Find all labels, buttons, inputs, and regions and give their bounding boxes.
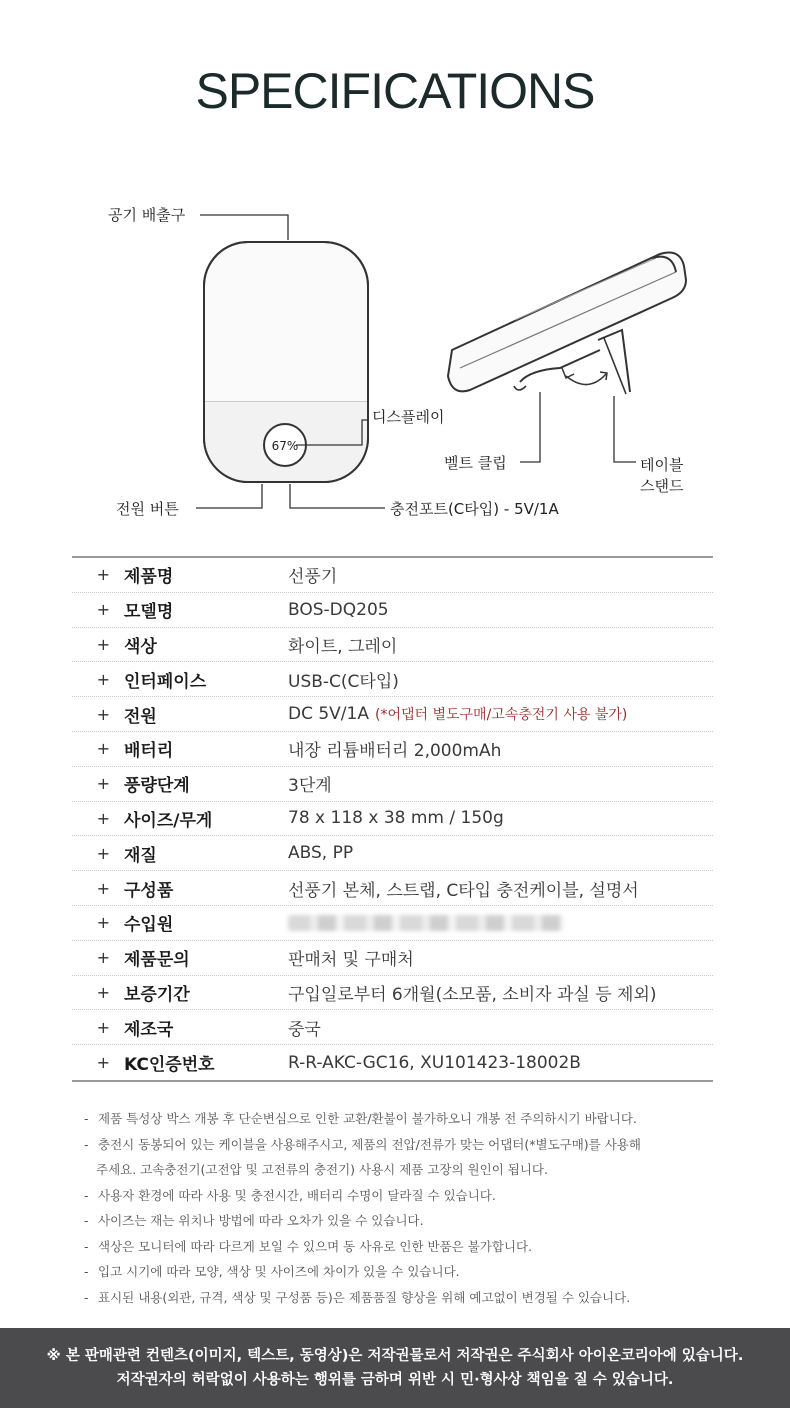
spec-row-power — [72, 697, 713, 732]
label-table-stand — [640, 454, 683, 496]
plus-icon: + — [96, 634, 110, 654]
spec-value: 화이트, 그레이 — [288, 636, 398, 657]
spec-row-battery — [72, 732, 713, 767]
notice-item — [84, 1132, 744, 1158]
spec-row-interface — [72, 662, 713, 697]
plus-icon: + — [96, 1053, 110, 1073]
spec-value: BOS-DQ205 — [288, 599, 389, 620]
spec-row-kc-cert — [72, 1045, 713, 1080]
leader-table-stand — [614, 396, 636, 462]
product-diagram — [0, 180, 790, 540]
spec-value: 구입일로부터 6개월(소모품, 소비자 과실 등 제외) — [288, 984, 657, 1005]
label-belt-clip: 벨트 클립 — [444, 454, 507, 472]
spec-value: 내장 리튬배터리 2,000mAh — [288, 741, 502, 762]
notice-list — [84, 1106, 744, 1310]
label-table-stand-line2: 스탠드 — [640, 477, 684, 495]
plus-icon: + — [96, 704, 110, 724]
dash-bullet: - — [84, 1238, 89, 1254]
dash-bullet: - — [84, 1289, 89, 1305]
notice-item — [84, 1285, 744, 1311]
copyright-line-2: 저작권자의 허락없이 사용하는 행위를 금하며 위반 시 민·형사상 책임을 질 수 있습니다. — [116, 1372, 674, 1388]
leader-power-button — [196, 484, 262, 508]
plus-icon: + — [96, 669, 110, 689]
dash-bullet: - — [84, 1213, 89, 1228]
notice-item-continued — [84, 1157, 744, 1183]
spec-key: 전원 — [124, 706, 157, 727]
plus-icon: + — [96, 948, 110, 968]
plus-icon: + — [96, 843, 110, 863]
spec-value: USB-C(C타입) — [288, 671, 399, 692]
plus-icon: + — [96, 808, 110, 828]
spec-row-inquiry — [72, 941, 713, 976]
spec-row-wind-levels — [72, 767, 713, 802]
dash-bullet: - — [84, 1136, 89, 1152]
notice-item — [84, 1259, 744, 1285]
spec-value: 중국 — [288, 1019, 321, 1040]
notice-text: 입고 시기에 따라 모양, 색상 및 사이즈에 차이가 있을 수 있습니다. — [98, 1264, 460, 1279]
notice-text: 표시된 내용(외관, 규격, 색상 및 구성품 등)은 제품품질 향상을 위해 예고없이 변경될 수 있습니다. — [98, 1289, 631, 1305]
notice-item — [84, 1208, 744, 1234]
notice-item — [84, 1234, 744, 1260]
plus-icon: + — [96, 913, 110, 933]
label-charge-port: 충전포트(C타입) - 5V/1A — [390, 500, 559, 518]
notice-text: 충전시 동봉되어 있는 케이블을 사용해주시고, 제품의 전압/전류가 맞는 어댑터(*별도구매)를 사용해 — [98, 1136, 641, 1152]
spec-value: R-R-AKC-GC16, XU101423-18002B — [288, 1052, 581, 1073]
copyright-banner — [0, 1328, 790, 1408]
notice-text: 사용자 환경에 따라 사용 및 충전시간, 배터리 수명이 달라질 수 있습니다. — [98, 1187, 496, 1203]
spec-value: 3단계 — [288, 776, 332, 797]
spec-key: 사이즈/무게 — [124, 810, 213, 831]
spec-row-color — [72, 628, 713, 663]
leader-charge-port — [290, 484, 385, 508]
spec-row-importer — [72, 906, 713, 941]
notice-item — [84, 1106, 744, 1132]
spec-value-note: (*어댑터 별도구매/고속충전기 사용 불가) — [374, 707, 628, 724]
spec-value-main: DC 5V/1A — [288, 704, 369, 725]
plus-icon: + — [96, 1017, 110, 1037]
spec-key: 모델명 — [124, 602, 174, 623]
spec-row-material — [72, 836, 713, 871]
plus-icon: + — [96, 565, 110, 585]
spec-table — [72, 556, 713, 1082]
dash-bullet: - — [84, 1264, 89, 1279]
display-value: 67% — [271, 439, 299, 453]
spec-key: KC인증번호 — [124, 1055, 215, 1076]
label-power-button: 전원 버튼 — [116, 500, 179, 518]
spec-value: 선풍기 본체, 스트랩, C타입 충전케이블, 설명서 — [288, 880, 639, 901]
spec-key: 풍량단계 — [124, 776, 190, 797]
spec-key: 구성품 — [124, 880, 174, 901]
spec-key: 제품문의 — [124, 950, 190, 971]
notice-text: 주세요. 고속충전기(고전압 및 고전류의 충전기) 사용시 제품 고장의 원인이 됩니다. — [96, 1162, 548, 1177]
page-title: SPECIFICATIONS — [195, 63, 595, 119]
label-table-stand-line1: 테이블 — [640, 456, 684, 474]
spec-key: 배터리 — [124, 741, 174, 762]
plus-icon: + — [96, 774, 110, 794]
notice-text: 색상은 모니터에 따라 다르게 보일 수 있으며 동 사유로 인한 반품은 불가합니다. — [98, 1238, 533, 1254]
spec-key: 인터페이스 — [124, 671, 207, 692]
spec-row-warranty — [72, 976, 713, 1011]
spec-key: 수입원 — [124, 915, 174, 936]
leader-air-outlet — [200, 215, 288, 240]
spec-row-components — [72, 871, 713, 906]
label-air-outlet: 공기 배출구 — [108, 206, 186, 224]
spec-value — [288, 704, 627, 724]
plus-icon: + — [96, 600, 110, 620]
spec-key: 보증기간 — [124, 984, 190, 1005]
spec-value-blurred — [288, 913, 564, 933]
copyright-line-1: ※ 본 판매관련 컨텐츠(이미지, 텍스트, 동영상)은 저작권물로서 저작권은 주식회사 아이온코리아에 있습니다. — [46, 1348, 744, 1364]
spec-row-model — [72, 593, 713, 628]
spec-value: 78 x 118 x 38 mm / 150g — [288, 808, 504, 829]
notice-item — [84, 1183, 744, 1209]
notice-text: 사이즈는 재는 위치나 방법에 따라 오차가 있을 수 있습니다. — [98, 1213, 424, 1228]
spec-key: 제조국 — [124, 1019, 174, 1040]
plus-icon: + — [96, 878, 110, 898]
spec-value: ABS, PP — [288, 843, 354, 864]
spec-key: 제품명 — [124, 567, 174, 588]
spec-row-origin — [72, 1010, 713, 1045]
spec-key: 재질 — [124, 845, 157, 866]
fan-side-view — [448, 253, 686, 395]
leader-belt-clip — [520, 392, 540, 462]
spec-row-size-weight — [72, 802, 713, 837]
notice-text: 제품 특성상 박스 개봉 후 단순변심으로 인한 교환/환불이 불가하오니 개봉 전 주의하시기 바랍니다. — [98, 1111, 637, 1126]
spec-value: 선풍기 — [288, 567, 338, 588]
blurred-importer-text — [288, 915, 564, 931]
plus-icon: + — [96, 739, 110, 759]
dash-bullet: - — [84, 1111, 89, 1126]
label-display: 디스플레이 — [372, 408, 445, 426]
dash-bullet: - — [84, 1187, 89, 1203]
spec-row-product-name — [72, 558, 713, 593]
spec-key: 색상 — [124, 636, 157, 657]
plus-icon: + — [96, 982, 110, 1002]
spec-value: 판매처 및 구매처 — [288, 950, 414, 971]
